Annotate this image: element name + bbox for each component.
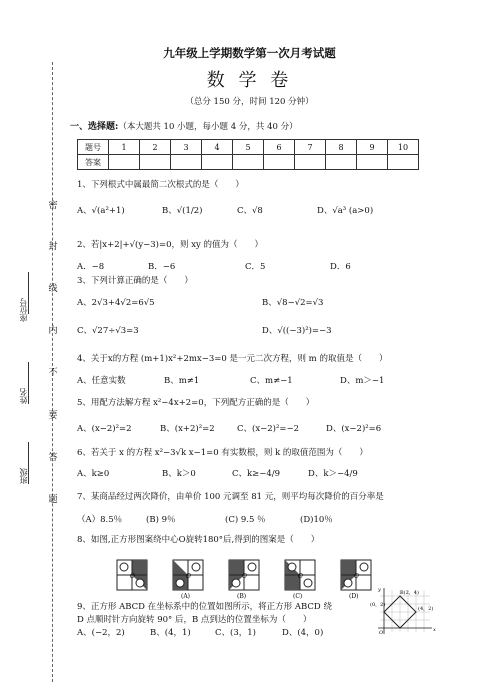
q6-option-a: A、k≥0 xyxy=(77,469,110,479)
table-header-cell: 9 xyxy=(357,140,388,155)
q5-option-c: C、(x−2)²=−2 xyxy=(237,424,300,434)
answer-label-cell: 答案 xyxy=(78,155,109,170)
table-header-cell: 7 xyxy=(295,140,326,155)
question-2-stem: 2、若|x+2|+√(y−3)=0，则 xy 的值为（ ） xyxy=(77,240,263,250)
q8-option-b-figure xyxy=(229,560,259,600)
q8-fig-label: (C) xyxy=(293,593,303,600)
answer-cell[interactable] xyxy=(233,155,264,170)
margin-char: 不 xyxy=(48,368,58,378)
table-header-cell: 题号 xyxy=(78,140,109,155)
question-1-stem: 1、下列根式中属最简二次根式的是（ ） xyxy=(77,180,244,190)
answer-cell[interactable] xyxy=(109,155,140,170)
q4-option-b: B、m≠1 xyxy=(164,376,200,386)
name-field[interactable] xyxy=(28,362,29,404)
table-header-cell: 1 xyxy=(109,140,140,155)
q9-option-d: D、(4，0) xyxy=(282,628,324,638)
q9-option-b: B、(4，1) xyxy=(150,628,191,638)
q2-option-b: B．−6 xyxy=(148,262,176,272)
q7-option-d: (D)10％ xyxy=(300,515,333,525)
q7-option-a: （A）8.5％ xyxy=(77,515,123,525)
answer-cell[interactable] xyxy=(140,155,171,170)
q9-coordinate-figure xyxy=(370,584,445,644)
table-header-cell: 6 xyxy=(264,140,295,155)
answer-cell[interactable] xyxy=(264,155,295,170)
q7-option-b: (B) 9％ xyxy=(146,515,176,525)
q3-option-c: C、√27÷√3=3 xyxy=(77,326,139,336)
answer-cell[interactable] xyxy=(171,155,202,170)
q2-option-d: D．6 xyxy=(330,262,351,272)
question-7-stem: 7、某商品经过两次降价，由单价 100 元调至 81 元，则平均每次降价的百分率是 xyxy=(77,492,384,502)
table-header-cell: 3 xyxy=(171,140,202,155)
q3-option-d: D、√((−3)²)=−3 xyxy=(262,326,332,336)
q5-option-d: D、(x−2)²=6 xyxy=(326,424,382,434)
section-heading xyxy=(70,122,298,133)
table-header-cell: 8 xyxy=(326,140,357,155)
q8-option-a-figure xyxy=(173,560,203,600)
q6-option-b: B、k＞0 xyxy=(162,469,196,479)
svg-text:O: O xyxy=(186,573,191,580)
margin-char: 线 xyxy=(48,284,58,294)
q9-point-c-label: (4，2) xyxy=(418,606,434,612)
answer-cell[interactable] xyxy=(295,155,326,170)
exam-subtitle: （总分 150 分，时间 120 分钟） xyxy=(185,97,314,107)
q4-option-d: D、m＞−1 xyxy=(340,376,385,386)
class-label: 班级 xyxy=(19,468,28,484)
margin-char: 内 xyxy=(48,326,58,336)
q9-option-c: C、(3，1) xyxy=(215,628,256,638)
svg-text:O: O xyxy=(242,573,247,580)
q3-option-a: A、2√3+4√2=6√5 xyxy=(77,298,155,308)
answer-cell[interactable] xyxy=(326,155,357,170)
seat-number-label: 座位号 xyxy=(19,298,28,322)
q8-figures xyxy=(115,556,405,606)
answer-cell[interactable] xyxy=(357,155,388,170)
question-6-stem: 6、若关于 x 的方程 x²−3√k x−1=0 有实数根，则 k 的取值范围为（ ） xyxy=(77,448,368,458)
q4-option-a: A、任意实数 xyxy=(77,376,126,386)
q2-option-a: A．−8 xyxy=(77,262,105,272)
svg-text:O: O xyxy=(130,573,135,580)
q1-option-c: C、√8 xyxy=(237,206,263,216)
subject-title: 数 学 卷 xyxy=(206,70,293,91)
q8-fig-label: (A) xyxy=(181,593,191,600)
q9-y-axis-label: y xyxy=(378,587,381,593)
question-9-stem-line2: D 点顺时针方向旋转 90° 后，B 点到达的位置坐标为（ ） xyxy=(77,615,312,625)
q7-option-c: (C) 9.5 ％ xyxy=(225,515,266,525)
name-label: 姓名 xyxy=(19,388,28,404)
table-header-cell: 4 xyxy=(202,140,233,155)
question-4-stem: 4、关于x的方程 (m+1)x²+2mx−3=0 是一元二次方程，则 m 的取值是（ ） xyxy=(77,354,388,364)
q5-option-a: A、(x−2)²=2 xyxy=(77,424,132,434)
exam-title: 九年级上学期数学第一次月考试题 xyxy=(163,46,336,60)
q2-option-c: C．5 xyxy=(245,262,266,272)
question-5-stem: 5、用配方法解方程 x²−4x+2=0，下列配方正确的是（ ） xyxy=(77,398,315,408)
class-field[interactable] xyxy=(28,442,29,484)
answer-cell[interactable] xyxy=(202,155,233,170)
q9-point-b-label: B(2，4) xyxy=(400,590,419,596)
section-heading-label: 一、选择题: xyxy=(70,122,119,132)
margin-char: 封 xyxy=(48,242,58,252)
q8-fig-label: (D) xyxy=(349,593,359,600)
margin-char: 要 xyxy=(48,411,58,421)
table-row xyxy=(78,155,419,170)
q6-option-c: C、k≥−4/9 xyxy=(232,469,281,479)
q4-option-c: C、m≠−1 xyxy=(250,376,293,386)
q1-option-b: B、√(1/2) xyxy=(162,206,203,216)
seat-number-field[interactable] xyxy=(28,272,29,314)
q8-original-figure xyxy=(117,560,147,590)
q1-option-d: D、√a³ (a>0) xyxy=(317,206,374,216)
table-header-cell: 5 xyxy=(233,140,264,155)
svg-text:O: O xyxy=(354,573,359,580)
section-note: （本大题共 10 小题，每小题 4 分，共 40 分） xyxy=(118,122,298,132)
table-header-cell: 10 xyxy=(388,140,419,155)
q5-option-b: B、(x+2)²=2 xyxy=(160,424,215,434)
svg-text:O: O xyxy=(298,573,303,580)
q8-option-d-figure xyxy=(341,560,371,600)
table-row xyxy=(78,140,419,155)
answer-cell[interactable] xyxy=(388,155,419,170)
q8-fig-label: (B) xyxy=(237,593,247,600)
margin-char: 答 xyxy=(48,453,58,463)
margin-char: 密 xyxy=(48,201,58,211)
margin-char: 题 xyxy=(48,495,58,505)
answer-table xyxy=(77,139,419,170)
question-9-stem-line1: 9、正方形 ABCD 在坐标系中的位置如图所示，将正方形 ABCD 绕 xyxy=(77,602,332,612)
q9-option-a: A、(−2，2) xyxy=(77,628,125,638)
q9-x-axis-label: x xyxy=(433,627,436,633)
q3-option-b: B、√8−√2=√3 xyxy=(262,298,324,308)
q9-origin-label: O xyxy=(379,630,384,636)
table-header-cell: 2 xyxy=(140,140,171,155)
q1-option-a: A、√(a²+1) xyxy=(77,206,125,216)
q9-point-a-label: (0，2) xyxy=(370,602,386,608)
q8-option-c-figure xyxy=(285,560,315,600)
q6-option-d: D、k＞−4/9 xyxy=(308,469,358,479)
question-8-stem: 8、如图,正方形图案绕中心O旋转180°后,得到的图案是（ ） xyxy=(77,535,320,545)
question-3-stem: 3、下列计算正确的是（ ） xyxy=(77,276,193,286)
